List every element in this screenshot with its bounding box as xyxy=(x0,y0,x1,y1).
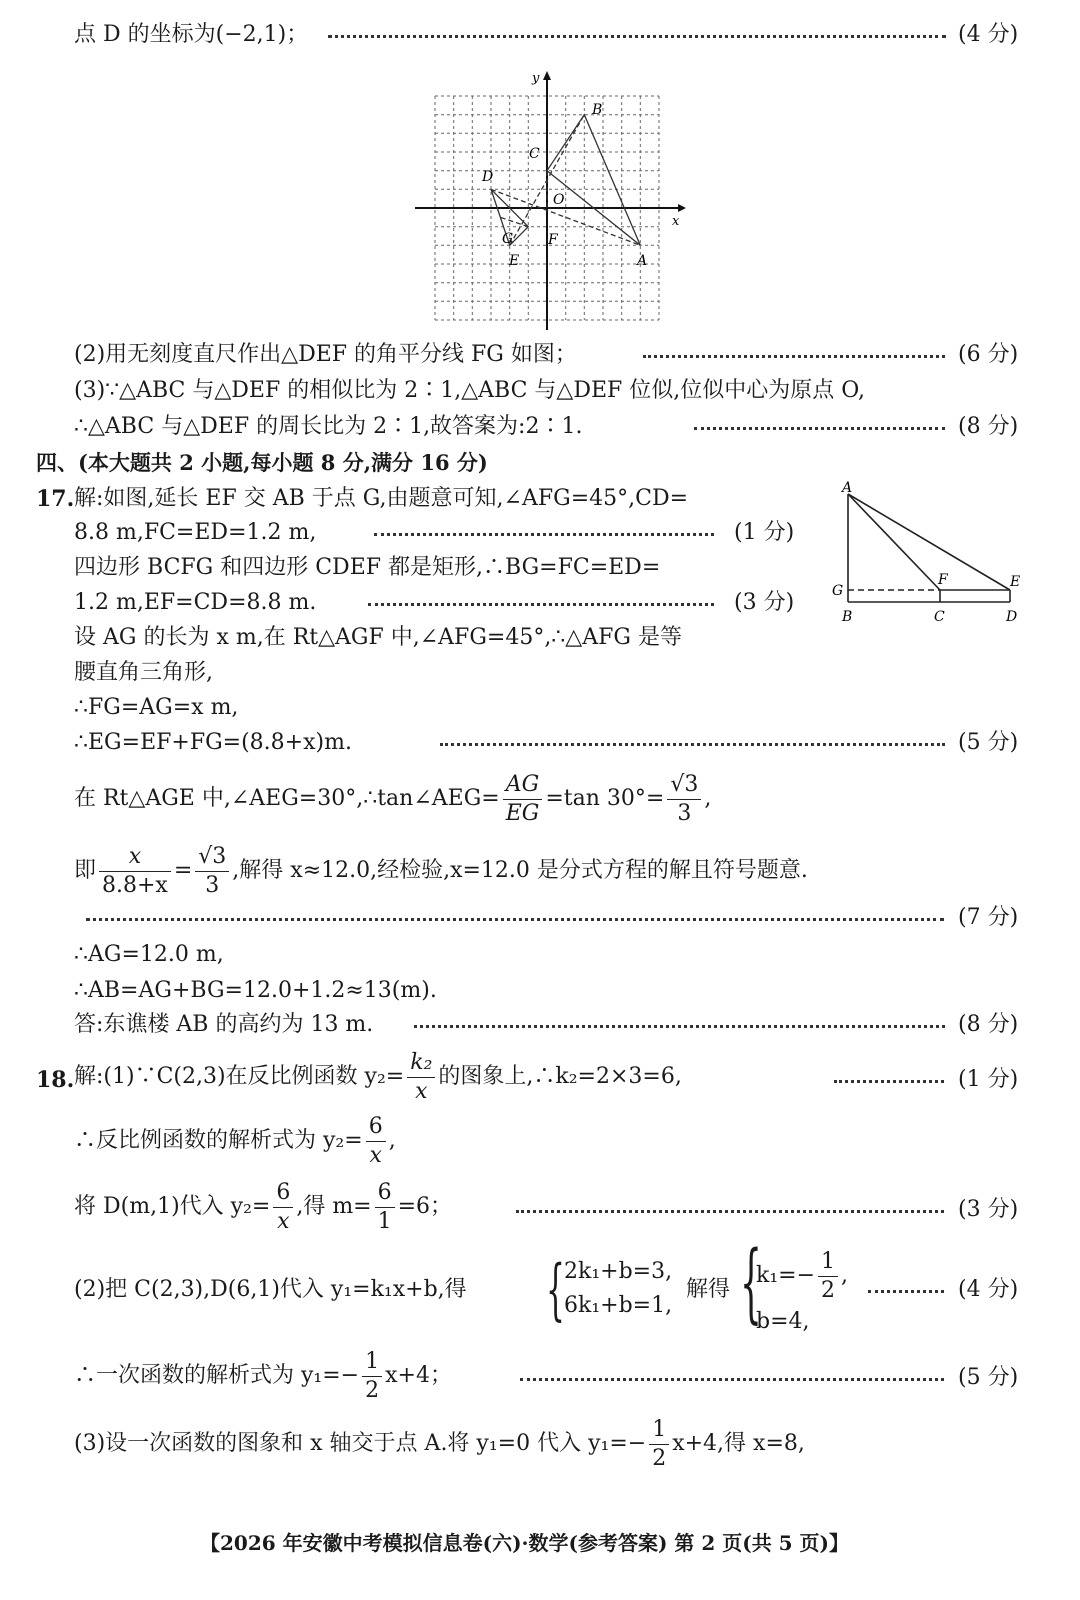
fraction-numerator: 1 xyxy=(362,1351,382,1377)
coordinate-grid-figure xyxy=(410,68,690,333)
score-label: (8 分) xyxy=(958,414,1019,439)
question-18-number: 18. xyxy=(36,1067,75,1093)
q17-line11: ∴AG=12.0 m, xyxy=(74,942,224,967)
fraction-6-over-x xyxy=(273,1179,293,1234)
q18-line2-a: ∴反比例函数的解析式为 y₂= xyxy=(74,1128,363,1153)
section-4-header: 四、(本大题共 2 小题,每小题 8 分,满分 16 分) xyxy=(36,450,488,475)
q17-line7: ∴FG=AG=x m, xyxy=(74,695,239,720)
dot-leader xyxy=(868,1290,944,1293)
fig-label-e: E xyxy=(1010,574,1021,590)
dot-leader xyxy=(414,1025,945,1028)
segment-ae xyxy=(848,494,1010,590)
fraction-denominator: 8.8+x xyxy=(102,872,168,898)
q17-line9-b: =tan 30°= xyxy=(545,786,665,811)
question-17-number: 17. xyxy=(36,486,75,512)
score-label: (5 分) xyxy=(958,730,1019,755)
fraction-numerator: x xyxy=(99,846,171,872)
q17-line9 xyxy=(74,770,711,828)
q17-line6: 腰直角三角形, xyxy=(74,660,213,685)
dot-leader xyxy=(86,918,944,921)
fraction-x-over-8-8-plus-x xyxy=(99,843,171,898)
dot-leader xyxy=(694,427,945,430)
q18-line1-b: 的图象上,∴k₂=2×3=6, xyxy=(438,1064,682,1089)
fraction-k2-over-x xyxy=(407,1049,435,1104)
score-label: (8 分) xyxy=(958,1012,1019,1037)
fraction-numerator: 1 xyxy=(649,1419,669,1445)
q17-line10 xyxy=(74,842,808,900)
score-label: (1 分) xyxy=(734,520,795,545)
q18-line6-a: (3)设一次函数的图象和 x 轴交于点 A.将 y₁=0 代入 y₁=− xyxy=(74,1431,647,1456)
q18-line4-b: 解得 xyxy=(686,1277,731,1302)
left-brace-icon: { xyxy=(546,1251,565,1328)
label-g: G xyxy=(502,231,514,247)
score-label: (6 分) xyxy=(958,342,1019,367)
label-y: y xyxy=(532,71,540,86)
q17-answer: 答:东谯楼 AB 的高约为 13 m. xyxy=(74,1012,374,1037)
page-footer: 【2026 年安徽中考模拟信息卷(六)·数学(参考答案) 第 2 页(共 5 页)】 xyxy=(200,1531,850,1555)
q17-line9-c: , xyxy=(704,786,712,811)
system2-eq1 xyxy=(756,1250,848,1302)
fraction-numerator: 1 xyxy=(818,1251,838,1277)
label-a: A xyxy=(637,253,648,269)
system2-eq1-b: , xyxy=(841,1263,849,1288)
q17-line4: 1.2 m,EF=CD=8.8 m. xyxy=(74,590,317,615)
q17-line5: 设 AG 的长为 x m,在 Rt△AGF 中,∠AFG=45°,∴△AFG 是等 xyxy=(74,625,682,650)
fraction-numerator: √3 xyxy=(195,846,229,872)
fig-label-g: G xyxy=(832,583,844,599)
fig-label-a: A xyxy=(842,480,853,496)
fraction-1-over-2 xyxy=(818,1248,838,1303)
score-label: (7 分) xyxy=(958,905,1019,930)
q18-line2-b: , xyxy=(388,1128,396,1153)
dot-leader xyxy=(328,35,946,38)
fraction-denominator: x xyxy=(277,1208,290,1234)
fraction-ag-eg xyxy=(503,771,543,826)
q18-line5-b: x+4； xyxy=(385,1363,452,1388)
fraction-numerator: √3 xyxy=(667,774,701,800)
q18-line3-c: =6； xyxy=(397,1194,453,1219)
fraction-denominator: 1 xyxy=(377,1208,392,1234)
fraction-numerator: 6 xyxy=(273,1182,293,1208)
score-label: (1 分) xyxy=(958,1067,1019,1092)
q17-line1: 解:如图,延长 EF 交 AB 于点 G,由题意可知,∠AFG=45°,CD= xyxy=(74,486,689,511)
segment-af xyxy=(848,494,940,590)
q18-line3 xyxy=(74,1178,452,1236)
dot-leader xyxy=(643,355,945,358)
q17-line10-b: = xyxy=(173,858,193,883)
score-label: (4 分) xyxy=(958,1277,1019,1302)
q17-line3: 四边形 BCFG 和四边形 CDEF 都是矩形,∴BG=FC=ED= xyxy=(74,555,661,580)
q18-line5-a: ∴一次函数的解析式为 y₁=− xyxy=(74,1363,360,1388)
dot-leader xyxy=(520,1378,944,1381)
q18-line3-b: ,得 m= xyxy=(296,1194,372,1219)
fraction-denominator: x xyxy=(415,1078,428,1104)
fraction-root3-3 xyxy=(667,771,701,826)
fig-label-f: F xyxy=(938,572,948,588)
q18-line1-a: 解:(1)∵C(2,3)在反比例函数 y₂= xyxy=(74,1064,405,1089)
q17-building-figure xyxy=(820,478,1030,638)
fraction-root3-3 xyxy=(195,843,229,898)
q17-line2: 8.8 m,FC=ED=1.2 m, xyxy=(74,520,317,545)
system1-eq1: 2k₁+b=3, xyxy=(564,1259,673,1284)
score-label: (4 分) xyxy=(958,22,1019,47)
system2-eq2: b=4, xyxy=(756,1309,810,1334)
fraction-denominator: x xyxy=(369,1142,382,1168)
text-p16-part3-line2: ∴△ABC 与△DEF 的周长比为 2∶1,故答案为:2∶1. xyxy=(74,414,583,439)
system2-eq1-a: k₁=− xyxy=(756,1263,816,1288)
label-b: B xyxy=(592,102,603,118)
q18-line5 xyxy=(74,1347,452,1405)
fraction-1-over-2 xyxy=(649,1416,669,1471)
dot-leader xyxy=(516,1210,944,1213)
label-f: F xyxy=(548,232,558,248)
label-d: D xyxy=(482,169,494,185)
dot-leader xyxy=(374,533,714,536)
label-c: C xyxy=(529,146,540,162)
score-label: (3 分) xyxy=(734,590,795,615)
label-e: E xyxy=(509,253,520,269)
fig-label-b: B xyxy=(842,609,853,625)
q17-line12: ∴AB=AG+BG=12.0+1.2≈13(m). xyxy=(74,978,437,1003)
left-brace-icon: { xyxy=(740,1233,762,1333)
dot-leader xyxy=(440,743,945,746)
fraction-1-over-2 xyxy=(362,1348,382,1403)
q18-line3-a: 将 D(m,1)代入 y₂= xyxy=(74,1194,271,1219)
q18-line2 xyxy=(74,1112,396,1170)
q17-line9-a: 在 Rt△AGE 中,∠AEG=30°,∴tan∠AEG= xyxy=(74,786,500,811)
fig-label-d: D xyxy=(1006,609,1018,625)
q18-line4-a: (2)把 C(2,3),D(6,1)代入 y₁=k₁x+b,得 xyxy=(74,1277,467,1302)
text-p16-part3-line1: (3)∵△ABC 与△DEF 的相似比为 2∶1,△ABC 与△DEF 位似,位似中心为原点 O, xyxy=(74,378,866,403)
system1-eq2: 6k₁+b=1, xyxy=(564,1293,673,1318)
label-x: x xyxy=(672,214,680,229)
fraction-6-over-x xyxy=(366,1113,386,1168)
fraction-denominator: 2 xyxy=(821,1277,836,1303)
fraction-numerator: 6 xyxy=(366,1116,386,1142)
fraction-6-over-1 xyxy=(375,1179,395,1234)
fraction-denominator: 2 xyxy=(652,1445,667,1471)
text-p16-part2: (2)用无刻度直尺作出△DEF 的角平分线 FG 如图； xyxy=(74,342,577,367)
fraction-denominator: EG xyxy=(505,800,540,826)
fig-label-c: C xyxy=(934,609,945,625)
score-label: (5 分) xyxy=(958,1365,1019,1390)
q18-line6-b: x+4,得 x=8, xyxy=(672,1431,805,1456)
dot-leader xyxy=(834,1080,944,1083)
fraction-denominator: 2 xyxy=(365,1377,380,1403)
label-o: O xyxy=(553,192,565,208)
triangle-abc xyxy=(547,115,640,246)
q18-line6 xyxy=(74,1415,805,1473)
dot-leader xyxy=(368,603,714,606)
x-axis-arrow xyxy=(678,204,686,212)
fraction-numerator: AG xyxy=(503,774,543,800)
fraction-numerator: 6 xyxy=(375,1182,395,1208)
text-d-coordinate: 点 D 的坐标为(−2,1)； xyxy=(74,22,309,47)
y-axis-arrow xyxy=(543,71,551,80)
q17-line10-a: 即 xyxy=(74,858,97,883)
q18-line1 xyxy=(74,1048,682,1106)
score-label: (3 分) xyxy=(958,1197,1019,1222)
fraction-denominator: 3 xyxy=(205,872,220,898)
q17-line8: ∴EG=EF+FG=(8.8+x)m. xyxy=(74,730,352,755)
fraction-numerator: k₂ xyxy=(407,1052,435,1078)
q17-line10-c: ,解得 x≈12.0,经检验,x=12.0 是分式方程的解且符号题意. xyxy=(232,858,808,883)
fraction-denominator: 3 xyxy=(677,800,692,826)
